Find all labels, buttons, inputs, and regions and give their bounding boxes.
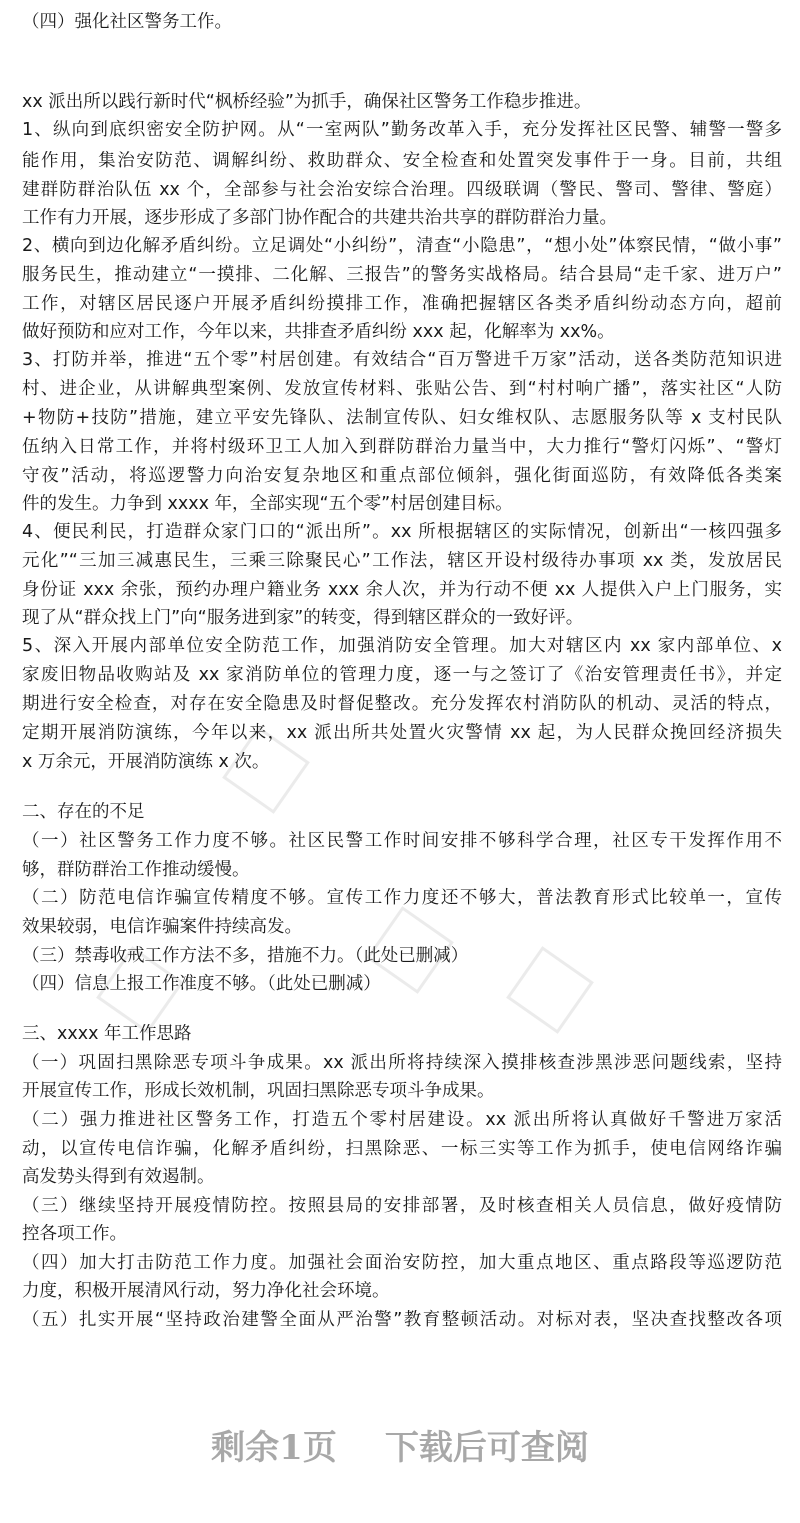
paragraph-line: 服务民生，推动建立“一摸排、二化解、三报告”的警务实战格局。结合县局“走千家、进万户”: [22, 265, 782, 285]
paragraph-line: （一）巩固扫黑除恶专项斗争成果。xx 派出所将持续深入摸排核查涉黑涉恶问题线索，坚持: [22, 1053, 782, 1073]
paragraph-line: 高发势头得到有效遏制。: [22, 1167, 215, 1187]
paragraph-line: 件的发生。力争到 xxxx 年，全部实现“五个零”村居创建目标。: [22, 494, 513, 514]
paragraph-line: 开展宣传工作，形成长效机制，巩固扫黑除恶专项斗争成果。: [22, 1081, 495, 1101]
paragraph-line: 元化”“三加三减惠民生，三乘三除聚民心”工作法，辖区开设村级待办事项 xx 类，发放居民: [22, 551, 782, 571]
paragraph-line: （五）扎实开展“坚持政治建警全面从严治警”教育整顿活动。对标对表，坚决查找整改各项: [22, 1310, 782, 1330]
section-title: 三、xxxx 年工作思路: [22, 1024, 192, 1044]
section-title: 二、存在的不足: [22, 802, 145, 822]
paragraph-line: 4、便民利民，打造群众家门口的“派出所”。xx 所根据辖区的实际情况，创新出“一核四强多: [22, 522, 782, 542]
section-heading: （四）强化社区警务工作。: [22, 12, 232, 32]
intro-paragraph: xx 派出所以践行新时代“枫桥经验”为抓手，确保社区警务工作稳步推进。: [22, 92, 592, 112]
paragraph-line: 身份证 xxx 余张，预约办理户籍业务 xxx 余人次，并为行动不便 xx 人提供入户上门服务，实: [22, 580, 782, 600]
paragraph-line: （一）社区警务工作力度不够。社区民警工作时间安排不够科学合理，社区专干发挥作用不: [22, 831, 782, 851]
paragraph-line: 2、横向到边化解矛盾纠纷。立足调处“小纠纷”，清查“小隐患”，“想小处”体察民情，“做小事”: [22, 236, 782, 256]
paragraph-line: （三）禁毒收戒工作方法不多，措施不力。（此处已删减）: [22, 946, 469, 966]
paragraph-line: 守夜”活动，将巡逻警力向治安复杂地区和重点部位倾斜，强化街面巡防，有效降低各类案: [22, 466, 782, 486]
paragraph-line: 5、深入开展内部单位安全防范工作，加强消防安全管理。加大对辖区内 xx 家内部单位、x: [22, 636, 782, 656]
paragraph-line: 能作用，集治安防范、调解纠纷、救助群众、安全检查和处置突发事件于一身。目前，共组: [22, 151, 782, 171]
paragraph-line: 伍纳入日常工作，并将村级环卫工人加入到群防群治力量当中，大力推行“警灯闪烁”、“警灯: [22, 437, 782, 457]
paragraph-line: 够，群防群治工作推动缓慢。: [22, 860, 250, 880]
paragraph-line: 现了从“群众找上门”向“服务进到家”的转变，得到辖区群众的一致好评。: [22, 608, 584, 628]
paragraph-line: 工作有力开展，逐步形成了多部门协作配合的共建共治共享的群防群治力量。: [22, 208, 617, 228]
paragraph-line: 3、打防并举，推进“五个零”村居创建。有效结合“百万警进千万家”活动，送各类防范知识进: [22, 350, 782, 370]
paragraph-line: （四）加大打击防范工作力度。加强社会面治安防控，加大重点地区、重点路段等巡逻防范: [22, 1253, 782, 1273]
paragraph-line: 工作，对辖区居民逐户开展矛盾纠纷摸排工作，准确把握辖区各类矛盾纠纷动态方向，超前: [22, 294, 782, 314]
paragraph-line: （四）信息上报工作准度不够。（此处已删减）: [22, 974, 381, 994]
paragraph-line: （三）继续坚持开展疫情防控。按照县局的安排部署，及时核查相关人员信息，做好疫情防: [22, 1196, 782, 1216]
download-banner[interactable]: [0, 1418, 800, 1478]
paragraph-line: 控各项工作。: [22, 1224, 127, 1244]
paragraph-line: 1、纵向到底织密安全防护网。从“一室两队”勤务改革入手，充分发挥社区民警、辅警一警多: [22, 120, 782, 140]
paragraph-line: （二）强力推进社区警务工作，打造五个零村居建设。xx 派出所将认真做好千警进万家活: [22, 1110, 782, 1130]
paragraph-line: x 万余元，开展消防演练 x 次。: [22, 752, 270, 772]
paragraph-line: 建群防群治队伍 xx 个，全部参与社会治安综合治理。四级联调（警民、警司、警律、警庭）: [22, 180, 782, 200]
paragraph-line: 做好预防和应对工作，今年以来，共排查矛盾纠纷 xxx 起，化解率为 xx%。: [22, 322, 615, 342]
paragraph-line: 力度，积极开展清风行动，努力净化社会环境。: [22, 1281, 390, 1301]
paragraph-line: 效果较弱，电信诈骗案件持续高发。: [22, 917, 302, 937]
paragraph-line: 家废旧物品收购站及 xx 家消防单位的管理力度，逐一与之签订了《治安管理责任书》，并定: [22, 665, 782, 685]
paragraph-line: 期进行安全检查，对存在安全隐患及时督促整改。充分发挥农村消防队的机动、灵活的特点，: [22, 694, 782, 714]
download-hint-label: 下载后可查阅: [384, 1428, 589, 1468]
paragraph-line: 定期开展消防演练，今年以来，xx 派出所共处置火灾警情 xx 起，为人民群众挽回经济损失: [22, 723, 782, 743]
paragraph-line: 动，以宣传电信诈骗，化解矛盾纠纷，扫黑除恶、一标三实等工作为抓手，使电信网络诈骗: [22, 1139, 782, 1159]
paragraph-line: 村、进企业，从讲解典型案例、发放宣传材料、张贴公告、到“村村响广播”，落实社区“人防: [22, 379, 782, 399]
paragraph-line: +物防+技防”措施，建立平安先锋队、法制宣传队、妇女维权队、志愿服务队等 x 支村民队: [22, 408, 782, 428]
remaining-pages-label: 剩余1页: [211, 1428, 337, 1468]
paragraph-line: （二）防范电信诈骗宣传精度不够。宣传工作力度还不够大，普法教育形式比较单一，宣传: [22, 888, 782, 908]
